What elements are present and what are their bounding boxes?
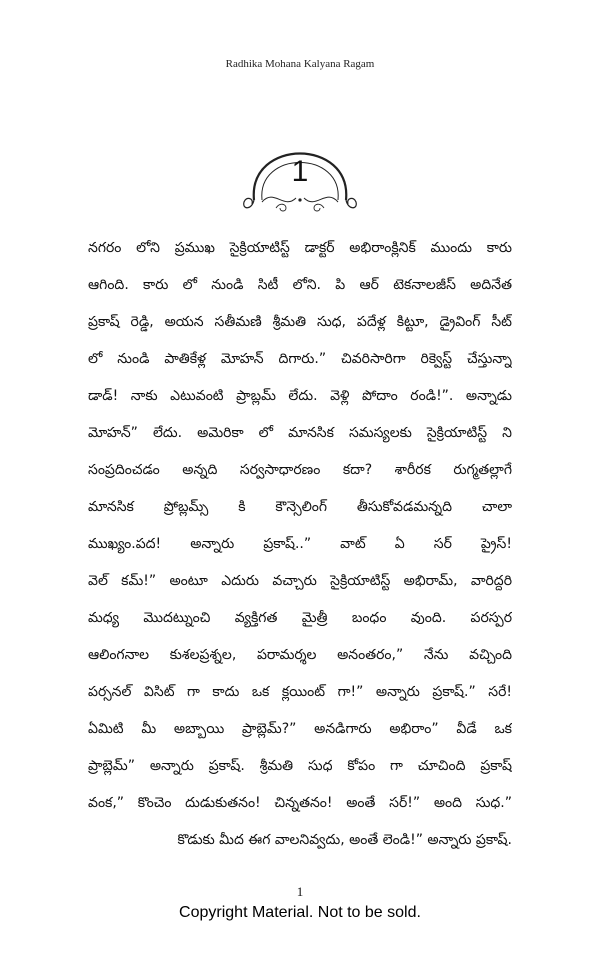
text-line: ఆలింగనాల కుశలప్రశ్నల, పరామర్శల అనంతరం,” నేను వచ్చింది bbox=[88, 647, 512, 663]
text-line: ప్రాబ్లెమ్” అన్నారు ప్రకాష్. శ్రీమతి సుధ కోపం గా చూచింది ప్రకాష్ bbox=[88, 758, 512, 774]
text-line: ప్రకాష్ రెడ్డి, అయన సతీమణి శ్రీమతి సుధ, పదేళ్ల కిట్టూ, డ్రైవింగ్ సీట్ bbox=[88, 314, 512, 330]
text-line: నగరం లోని ప్రముఖ సైక్రియాటిస్ట్ డాక్టర్ అభిరాంక్లినిక్ ముందు కారు bbox=[88, 240, 512, 256]
text-line: ఆగింది. కారు లో నుండి సిటీ లోని. పి ఆర్ టెకనాలజీస్ అదినేత bbox=[88, 277, 512, 293]
running-header-title: Radhika Mohana Kalyana Ragam bbox=[225, 58, 375, 70]
text-line: మధ్య మొదట్నుంచి వ్యక్తిగత మైత్రీ బంధం వుంది. పరస్పర bbox=[88, 610, 512, 626]
text-line: సంప్రదించడం అన్నది సర్వసాధారణం కదా? శారీరక రుగ్మతల్లాగే bbox=[88, 462, 512, 478]
text-line: పర్సనల్ విసిట్ గా కాదు ఒక క్లయింట్ గా!” అన్నారు ప్రకాష్.” సరే! bbox=[88, 684, 512, 700]
text-line: వంక,” కొంచెం దుడుకుతనం! చిన్నతనం! అంతే సర్!” అంది సుధ.” bbox=[88, 795, 512, 811]
page-number: 1 bbox=[296, 884, 304, 899]
text-line: కొడుకు మీద ఈగ వాలనివ్వదు, అంతే లెండి!” అన్నారు ప్రకాష్. bbox=[177, 832, 512, 848]
text-line: డాడ్! నాకు ఎటువంటి ప్రాబ్లమ్ లేదు. వెళ్లి పోదాం రండి!”. అన్నాడు bbox=[88, 388, 512, 404]
chapter-number: 1 bbox=[291, 155, 309, 188]
text-line: ముఖ్యం.పద! అన్నారు ప్రకాష్..” వాట్ ఏ సర్ ప్రైస్! bbox=[88, 536, 512, 552]
text-line: ఏమిటి మీ అబ్బాయి ప్రాబ్లెమ్?” అనడిగారు అభిరాం” వీడే ఒక bbox=[88, 721, 512, 737]
text-line: మానసిక ప్రోబ్లమ్స్ కి కౌన్సెలింగ్ తీసుకోవడమన్నది చాలా bbox=[88, 499, 512, 515]
text-line: లో నుండి పాతికేళ్ల మోహన్ దిగారు.” చివరిసారిగా రిక్వెస్ట్ చేస్తున్నా bbox=[88, 351, 512, 367]
text-line: మోహన్” లేదు. అమెరికా లో మానసిక సమస్యలకు సైక్రియాటిస్ట్ ని bbox=[88, 425, 512, 441]
copyright-notice: Copyright Material. Not to be sold. bbox=[179, 904, 421, 921]
text-line: వెల్ కమ్!” అంటూ ఎదురు వచ్చారు సైక్రియాటిస్ట్ అభిరామ్, వారిద్దరి bbox=[88, 573, 512, 589]
chapter-body-text bbox=[88, 230, 512, 859]
